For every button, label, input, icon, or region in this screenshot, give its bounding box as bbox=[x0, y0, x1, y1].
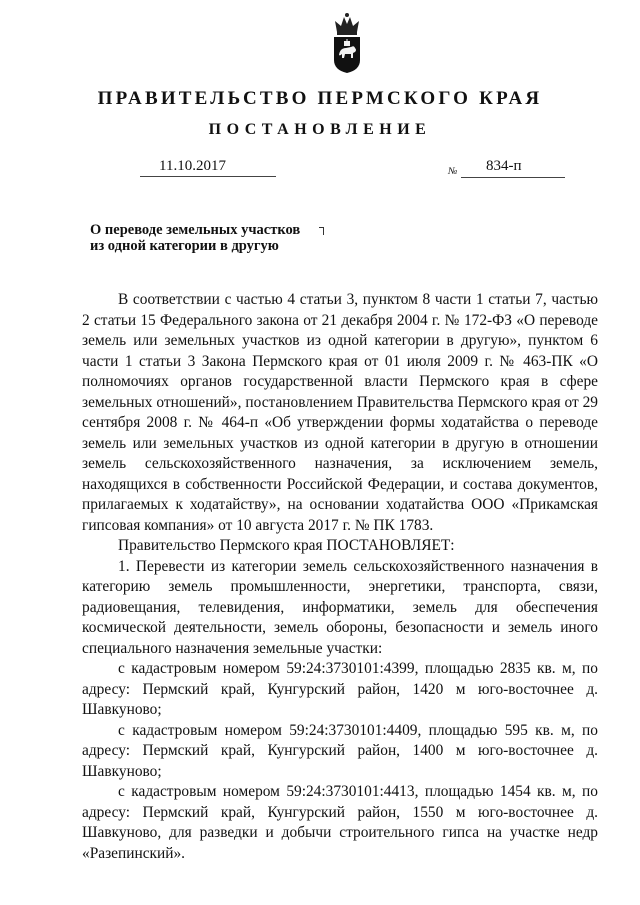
paragraph-preamble: В соответствии с частью 4 статьи 3, пунктом 8 части 1 статьи 7, частью 2 статьи 15 Федерального закона от 21 декабря 2004 г. № 172-ФЗ «О переводе земель или земельных участков из одной категории в другую», пунктом 6 части 1 статьи 3 Закона Пермского края от 01 июля 2009 г. № 463-ПК «О полномочиях органов государственной власти Пермского края в сфере земельных отношений», постановлением Правительства Пермского края от 29 сентября 2008 г. № 464-п «Об утверждении формы ходатайства о переводе земель или земельных участков из одной категории в другую в отношении земель сельскохозяйственного назначения, за исключением земель, находящихся в собственности Российской Федерации, и состава документов, прилагаемых к ходатайству», на основании ходатайства ООО «Прикамская гипсовая компания» от 10 августа 2017 г. № ПК 1783. bbox=[82, 291, 598, 534]
date-underline bbox=[140, 176, 276, 177]
paragraph-resolves: Правительство Пермского края ПОСТАНОВЛЯЕТ: bbox=[118, 537, 455, 554]
document-body bbox=[82, 290, 598, 864]
perm-krai-coat-of-arms-icon bbox=[331, 12, 363, 74]
number-underline bbox=[461, 177, 565, 178]
paragraph-item-1: 1. Перевести из категории земель сельскохозяйственного назначения в категорию земель промышленности, энергетики, транспорта, связи, радиовещания, телевидения, информатики, земель для обеспечения космической деятельности, земель обороны, безопасности и земель иного специального назначения земельные участки: bbox=[82, 557, 598, 657]
document-subject bbox=[90, 222, 300, 254]
subject-line-2: из одной категории в другую bbox=[90, 238, 279, 254]
date-value: 11.10.2017 bbox=[159, 158, 226, 174]
document-date bbox=[140, 158, 276, 177]
government-title: ПРАВИТЕЛЬСТВО ПЕРМСКОГО КРАЯ bbox=[97, 88, 543, 109]
paragraph-parcel-4409: с кадастровым номером 59:24:3730101:4409, площадью 595 кв. м, по адресу: Пермский край, Кунгурский район, 1400 м юго-восточнее д. Шавкуново; bbox=[82, 721, 598, 780]
number-value: 834-п bbox=[486, 158, 522, 174]
paragraph-parcel-4413: с кадастровым номером 59:24:3730101:4413, площадью 1454 кв. м, по адресу: Пермский край, Кунгурский район, 1550 м юго-восточнее д. Шавкуново, для разведки и добычи строительного гипса на участке недр «Разепинский». bbox=[82, 783, 598, 862]
subject-corner-mark bbox=[319, 227, 324, 235]
subject-line-1: О переводе земельных участков bbox=[90, 222, 301, 238]
number-sign: № bbox=[448, 166, 458, 177]
paragraph-parcel-4399: с кадастровым номером 59:24:3730101:4399, площадью 2835 кв. м, по адресу: Пермский край, Кунгурский район, 1420 м юго-восточнее д. Шавкуново; bbox=[82, 660, 598, 718]
document-type: ПОСТАНОВЛЕНИЕ bbox=[208, 121, 432, 138]
